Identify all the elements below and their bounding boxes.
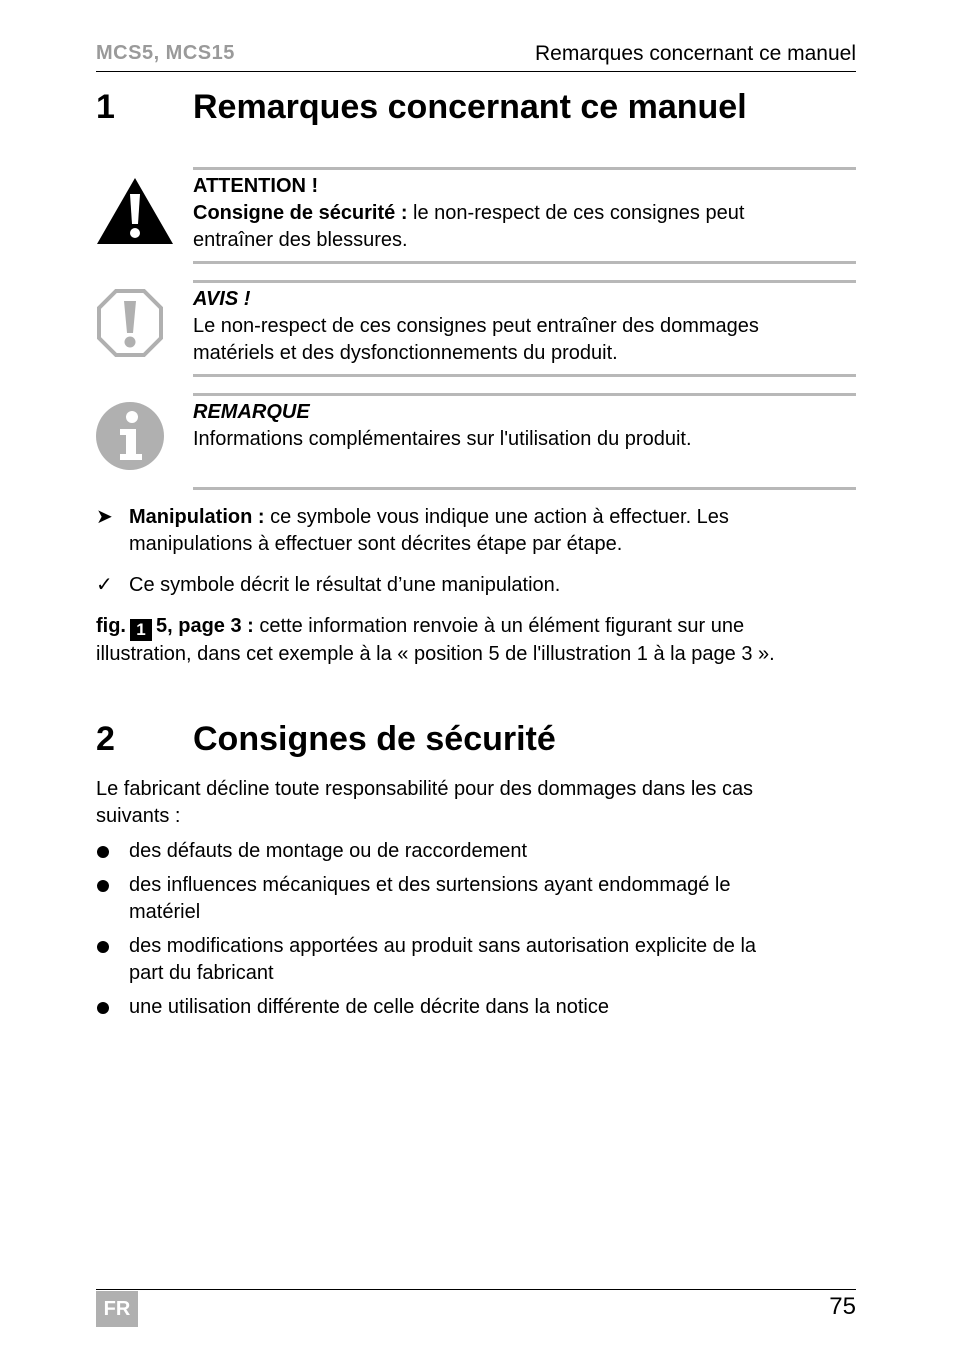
list-item-line: des modifications apportées au produit sans autorisation explicite de la [129,935,757,957]
section1-number: 1 [96,88,115,126]
figref-paragraph [96,613,866,668]
figref-text: cette information renvoie à un élément figurant sur une [253,615,745,637]
list-item [129,933,859,987]
notice-rule [193,374,856,377]
notice-rule [193,167,856,170]
notice-avis [193,286,856,367]
notice-rule [193,280,856,283]
manipulation-text: ce symbole vous indique une action à effectuer. Les [264,506,729,528]
header-model: MCS5, MCS15 [96,42,235,64]
notice-rule [193,261,856,264]
language-badge: FR [96,1291,138,1327]
notice-title: AVIS ! [193,288,251,310]
notice-text-line: Le non-respect de ces consignes peut entraîner des dommages [193,315,759,337]
notice-lead: Consigne de sécurité : [193,202,408,224]
warning-triangle-icon [96,176,174,251]
notice-rule [193,487,856,490]
notice-remarque [193,399,856,453]
figref-fig: fig. [96,615,126,637]
list-item-line: matériel [129,901,201,923]
bullet-dot-icon [97,941,109,953]
section2-number: 2 [96,720,115,758]
header-rule [96,71,856,72]
bullet-dot-icon [97,846,109,858]
header-section: Remarques concernant ce manuel [534,42,856,65]
checkmark-icon: ✓ [96,574,113,596]
figref-box: 1 [130,619,152,641]
page-number: 75 [829,1293,856,1320]
intro-line: suivants : [96,805,181,827]
manipulation-text: manipulations à effectuer sont décrites étape par étape. [129,533,623,555]
list-item [129,838,859,865]
list-item-line: des influences mécaniques et des surtensions ayant endommagé le [129,874,731,896]
arrow-right-icon: ➤ [96,506,113,528]
bullet-dot-icon [97,880,109,892]
notice-text-line: le non-respect de ces consignes peut [407,202,745,224]
list-item-line: une utilisation différente de celle décrite dans la notice [129,996,609,1018]
manipulation-paragraph [129,504,859,558]
bullet-dot-icon [97,1002,109,1014]
section2-title: Consignes de sécurité [193,720,556,758]
list-item [129,872,859,926]
notice-text-line: entraîner des blessures. [193,229,408,251]
section1-title: Remarques concernant ce manuel [193,88,747,126]
notice-rule [193,393,856,396]
notice-text-line: matériels et des dysfonctionnements du produit. [193,342,618,364]
intro-line: Le fabricant décline toute responsabilité pour des dommages dans les cas [96,778,754,800]
info-circle-icon [96,402,164,475]
notice-attention [193,173,856,254]
notice-title: ATTENTION ! [193,175,319,197]
notice-title: REMARQUE [193,401,310,423]
list-item [129,994,859,1021]
notice-text-line: Informations complémentaires sur l'utilisation du produit. [193,428,692,450]
exclamation-octagon-icon [96,288,164,363]
list-item-line: des défauts de montage ou de raccordement [129,840,528,862]
footer-rule [96,1289,856,1290]
manipulation-lead: Manipulation : [129,506,265,528]
result-text: Ce symbole décrit le résultat d’une manipulation. [129,574,561,596]
figref-text: illustration, dans cet exemple à la « position 5 de l'illustration 1 à la page 3 ». [96,643,775,665]
figref-rest: 5, page 3 : [156,615,254,637]
notice-text [193,200,856,227]
section2-intro [96,776,866,830]
list-item-line: part du fabricant [129,962,274,984]
